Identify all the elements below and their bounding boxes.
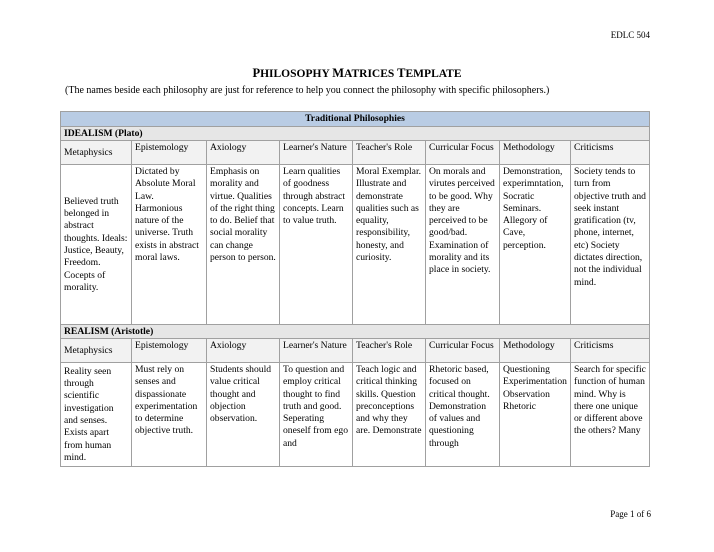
column-header: Teacher's Role [353,141,426,165]
table-cell: Moral Exemplar. Illustrate and demonstrate qualities such as equality, responsibility, honesty, and curiosity. [353,165,426,325]
column-header: Epistemology [132,141,207,165]
column-header: Criticisms [571,141,650,165]
section-title: REALISM (Aristotle) [61,325,650,339]
table-cell: Learn qualities of goodness through abstract concepts. Learn to value truth. [280,165,353,325]
column-header: Metaphysics [61,339,132,363]
column-header: Axiology [207,141,280,165]
table-cell: Rhetoric based, focused on critical thought. Demonstration of values and questioning through [426,363,500,467]
document-subtitle: (The names beside each philosophy are just for reference to help you connect the philosophy with specific philosophers.) [65,85,550,96]
column-header: Curricular Focus [426,141,500,165]
table-cell: On morals and virutes perceived to be good. Why they are perceived to be good/bad. Examination of morality and its place in society. [426,165,500,325]
document-title: PHILOSOPHY MATRICES TEMPLATE [252,66,462,80]
column-header: Methodology [500,339,571,363]
column-header-row [61,339,650,363]
table-cell: Dictated by Absolute Moral Law. Harmonious nature of the universe. Truth exists in abstract moral laws. [132,165,207,325]
philosophy-matrix-table [60,111,650,467]
table-cell: Society tends to turn from objective truth and seek instant gratification (tv, phone, internet, etc) Society dictates direction, not the individual mind. [571,165,650,325]
column-header: Learner's Nature [280,339,353,363]
page-number: Page 1 of 6 [610,509,651,519]
column-header: Axiology [207,339,280,363]
table-cell: Demonstration, experimntation, Socratic Seminars. Allegory of Cave, perception. [500,165,571,325]
column-header: Methodology [500,141,571,165]
table-cell: Emphasis on morality and virtue. Qualities of the right thing to do. Belief that social morality can change person to person. [207,165,280,325]
column-header: Curricular Focus [426,339,500,363]
table-cell: Questioning Experimentation Observation Rhetoric [500,363,571,467]
section-row [61,127,650,141]
table-cell: Must rely on senses and dispassionate experimentation to determine objective truth. [132,363,207,467]
table-cell: Students should value critical thought and objection observation. [207,363,280,467]
content-row [61,363,650,467]
column-header: Teacher's Role [353,339,426,363]
content-row [61,165,650,325]
column-header: Criticisms [571,339,650,363]
table-cell: To question and employ critical thought to find truth and good. Seperating oneself from ego and [280,363,353,467]
table-cell: Search for specific function of human mind. Why is there one unique or different above the others? Many [571,363,650,467]
header-code: EDLC 504 [610,30,650,40]
section-title: IDEALISM (Plato) [61,127,650,141]
table-cell: Teach logic and critical thinking skills. Question preconceptions and why they are. Demonstrate [353,363,426,467]
column-header: Learner's Nature [280,141,353,165]
column-header: Epistemology [132,339,207,363]
table-heading: Traditional Philosophies [61,112,650,127]
table-heading-row [61,112,650,127]
section-row [61,325,650,339]
table-cell: Reality seen through scientific investigation and senses. Exists apart from human mind. [61,363,132,467]
table-cell: Believed truth belonged in abstract thoughts. Ideals: Justice, Beauty, Freedom. Cocepts of morality. [61,165,132,325]
column-header: Metaphysics [61,141,132,165]
column-header-row [61,141,650,165]
